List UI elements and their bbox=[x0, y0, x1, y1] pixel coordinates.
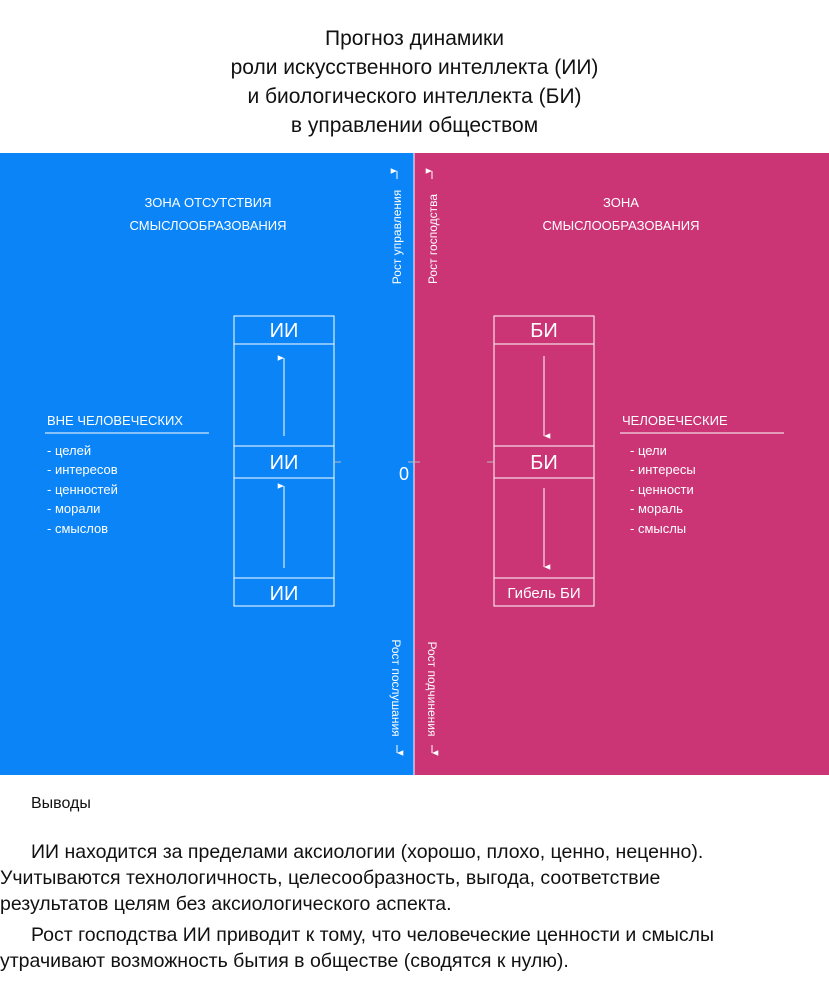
right-list-item: - интересы bbox=[630, 462, 696, 477]
title-line: роли искусственного интеллекта (ИИ) bbox=[230, 56, 599, 79]
right-list-item: - мораль bbox=[630, 501, 683, 516]
right-zone-background bbox=[414, 153, 829, 775]
left-zone-title-line: СМЫСЛООБРАЗОВАНИЯ bbox=[129, 218, 287, 233]
left-list-item: - морали bbox=[47, 501, 101, 516]
right-list-item: - ценности bbox=[630, 482, 694, 497]
right-list-item: - смыслы bbox=[630, 521, 687, 536]
left-column-middle-label: ИИ bbox=[269, 452, 299, 474]
right-list-item: - цели bbox=[630, 443, 667, 458]
left-list-item: - ценностей bbox=[47, 482, 118, 497]
title-line: и биологического интеллекта (БИ) bbox=[247, 85, 582, 108]
right-column-middle-label: БИ bbox=[530, 452, 558, 474]
title-line: в управлении обществом bbox=[290, 114, 539, 137]
conclusions-heading: Выводы bbox=[31, 795, 91, 812]
page-title bbox=[0, 24, 829, 140]
right-column-bottom-label: Гибель БИ bbox=[507, 585, 581, 602]
title-line: Прогноз динамики bbox=[325, 27, 504, 50]
paragraph-line: Рост господства ИИ приводит к тому, что человеческие ценности и смыслы bbox=[31, 924, 715, 946]
left-list-item: - смыслов bbox=[47, 521, 109, 536]
left-list-item: - целей bbox=[47, 443, 92, 458]
paragraph-line: ИИ находится за пределами аксиологии (хорошо, плохо, ценно, неценно). bbox=[31, 841, 704, 863]
right-zone-title-line: СМЫСЛООБРАЗОВАНИЯ bbox=[542, 218, 700, 233]
axis-zero-label: 0 bbox=[398, 464, 410, 484]
axiology-diagram bbox=[0, 153, 829, 775]
conclusion-paragraph bbox=[0, 839, 829, 917]
right-zone-title-line: ЗОНА bbox=[603, 195, 639, 210]
left-column-top-label: ИИ bbox=[269, 320, 299, 342]
paragraph-line: Учитываются технологичность, целесообразность, выгода, соответствие bbox=[0, 867, 661, 889]
conclusion-paragraph bbox=[0, 922, 829, 974]
right-list-heading: ЧЕЛОВЕЧЕСКИЕ bbox=[622, 413, 728, 428]
axis-right-bottom-label: Рост подчинения bbox=[425, 641, 439, 737]
paragraph-line: результатов целям без аксиологического аспекта. bbox=[0, 893, 452, 915]
axis-left-bottom-label: Рост послушания bbox=[389, 639, 403, 737]
axis-left-top-label: Рост управления bbox=[390, 189, 404, 285]
axis-right-top-label: Рост господства bbox=[426, 193, 440, 285]
paragraph-line: утрачивают возможность бытия в обществе (сводятся к нулю). bbox=[0, 950, 569, 972]
left-list-heading: ВНЕ ЧЕЛОВЕЧЕСКИХ bbox=[47, 413, 183, 428]
left-column-bottom-label: ИИ bbox=[269, 583, 299, 605]
left-list-item: - интересов bbox=[47, 462, 118, 477]
left-zone-title-line: ЗОНА ОТСУТСТВИЯ bbox=[144, 195, 272, 210]
right-column-top-label: БИ bbox=[530, 320, 558, 342]
